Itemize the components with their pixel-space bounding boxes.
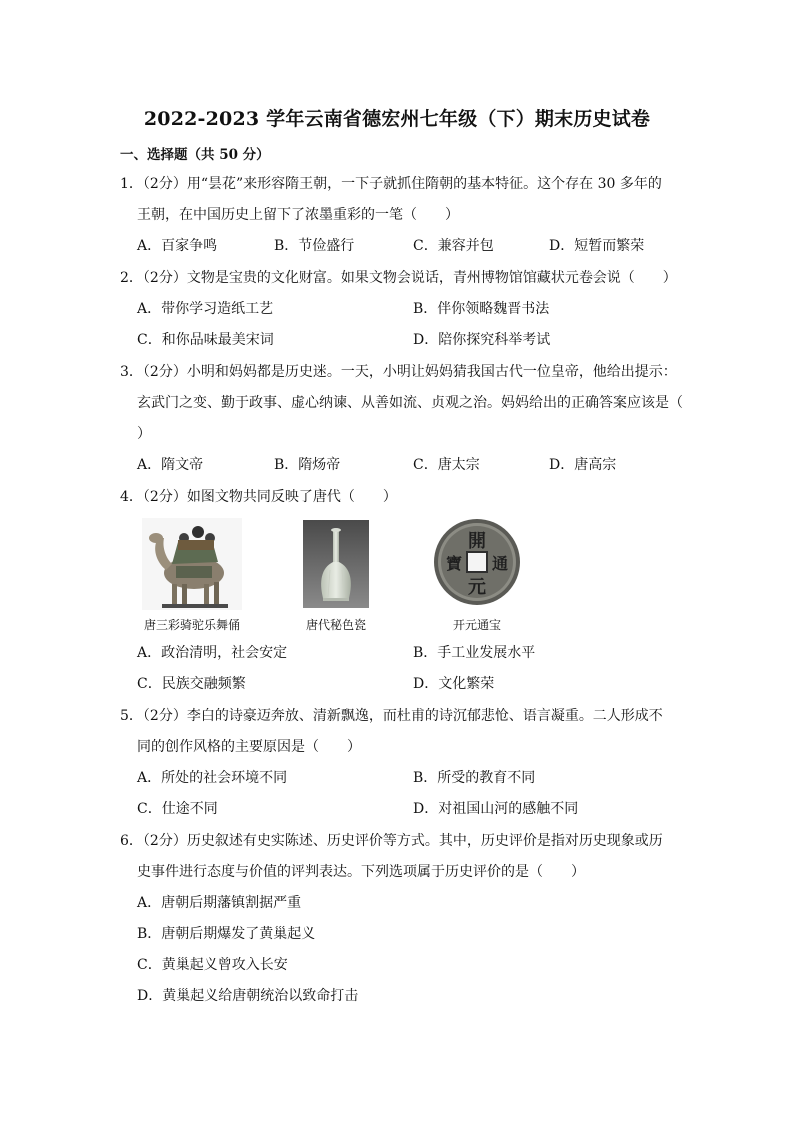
question-4-option-d: D．文化繁荣 bbox=[413, 676, 495, 692]
question-6-option-b: B．唐朝后期爆发了黄巢起义 bbox=[137, 926, 316, 942]
section-heading: 一、选择题（共 50 分） bbox=[120, 147, 270, 163]
caption-celadon-vase: 唐代秘色瓷 bbox=[305, 618, 366, 632]
question-4-line-1: 4．（2分）如图文物共同反映了唐代（ ） bbox=[120, 489, 397, 505]
question-1-option-c: C．兼容并包 bbox=[413, 238, 494, 254]
question-1-line-2: 王朝，在中国历史上留下了浓墨重彩的一笔（ ） bbox=[137, 207, 459, 223]
question-6-line-2: 史事件进行态度与价值的评判表达。下列选项属于历史评价的是（ ） bbox=[137, 864, 585, 880]
question-1-line-1: 1．（2分）用“昙花”来形容隋王朝，一下子就抓住隋朝的基本特征。这个存在 30 多年的 bbox=[120, 176, 662, 192]
kaiyuan-coin-image bbox=[432, 517, 522, 607]
question-2-option-b: B．伴你领略魏晋书法 bbox=[413, 301, 550, 317]
caption-camel-figurine: 唐三彩骑驼乐舞俑 bbox=[143, 618, 240, 632]
question-6-option-d: D．黄巢起义给唐朝统治以致命打击 bbox=[137, 988, 359, 1004]
question-2-option-a: A．带你学习造纸工艺 bbox=[137, 301, 274, 317]
question-3-option-a: A．隋文帝 bbox=[137, 457, 204, 473]
coin-char-bottom: 元 bbox=[468, 577, 486, 598]
question-3-line-3: ） bbox=[137, 426, 151, 442]
question-3-line-2: 玄武门之变、勤于政事、虚心纳谏、从善如流、贞观之治。妈妈给出的正确答案应该是（ bbox=[137, 395, 683, 411]
question-5-line-1: 5．（2分）李白的诗豪迈奔放、清新飘逸，而杜甫的诗沉郁悲怆、语言凝重。二人形成不 bbox=[120, 708, 663, 724]
question-5-option-a: A．所处的社会环境不同 bbox=[137, 770, 288, 786]
question-6-option-c: C．黄巢起义曾攻入长安 bbox=[137, 957, 288, 973]
question-3-option-b: B．隋炀帝 bbox=[274, 457, 341, 473]
question-4-option-c: C．民族交融频繁 bbox=[137, 676, 246, 692]
coin-char-right: 通 bbox=[491, 554, 509, 573]
question-1-option-d: D．短暂而繁荣 bbox=[549, 238, 645, 254]
question-5-option-d: D．对祖国山河的感触不同 bbox=[413, 801, 579, 817]
coin-char-left: 寶 bbox=[445, 554, 463, 573]
question-3-option-d: D．唐高宗 bbox=[549, 457, 617, 473]
coin-char-top: 開 bbox=[468, 531, 486, 552]
question-2-line-1: 2．（2分）文物是宝贵的文化财富。如果文物会说话，青州博物馆馆藏状元卷会说（ ） bbox=[120, 270, 677, 286]
caption-kaiyuan-coin: 开元通宝 bbox=[452, 618, 501, 632]
question-4-option-a: A．政治清明，社会安定 bbox=[137, 645, 288, 661]
question-5-option-c: C．仕途不同 bbox=[137, 801, 218, 817]
celadon-vase-image bbox=[303, 520, 369, 608]
question-6-option-a: A．唐朝后期藩镇割据严重 bbox=[137, 895, 302, 911]
question-5-line-2: 同的创作风格的主要原因是（ ） bbox=[137, 739, 361, 755]
question-2-option-d: D．陪你探究科举考试 bbox=[413, 332, 551, 348]
question-1-option-a: A．百家争鸣 bbox=[137, 238, 218, 254]
question-1-option-b: B．节俭盛行 bbox=[274, 238, 355, 254]
question-6-line-1: 6．（2分）历史叙述有史实陈述、历史评价等方式。其中，历史评价是指对历史现象或历 bbox=[120, 833, 663, 849]
exam-title: 2022-2023 学年云南省德宏州七年级（下）期末历史试卷 bbox=[143, 108, 651, 130]
camel-figurine-image bbox=[142, 518, 242, 610]
question-3-line-1: 3．（2分）小明和妈妈都是历史迷。一天，小明让妈妈猜我国古代一位皇帝，他给出提示： bbox=[120, 364, 677, 380]
question-2-option-c: C．和你品味最美宋词 bbox=[137, 332, 274, 348]
question-4-option-b: B．手工业发展水平 bbox=[413, 645, 536, 661]
question-3-option-c: C．唐太宗 bbox=[413, 457, 480, 473]
question-5-option-b: B．所受的教育不同 bbox=[413, 770, 536, 786]
